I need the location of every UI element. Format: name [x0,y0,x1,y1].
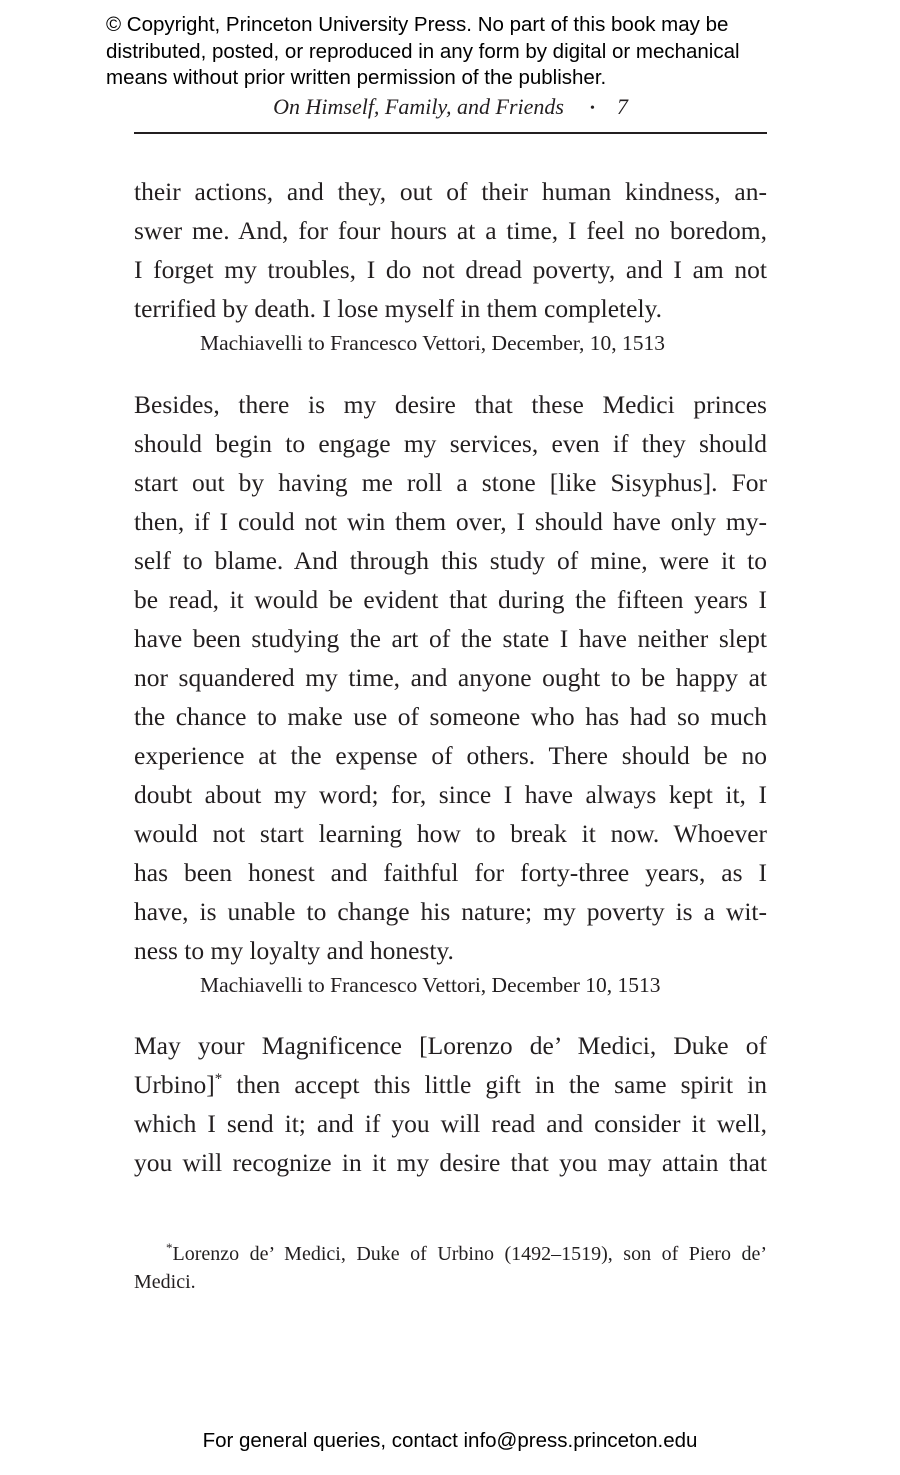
text-fragment: Urbino] [134,1070,215,1099]
text-line: you will recognize in it my desire that you may attain that [134,1148,767,1177]
text-line: their actions, and they, out of their human kindness, an- [134,177,767,206]
text-line: Besides, there is my desire that these Medici princes [134,390,767,419]
text-line: swer me. And, for four hours at a time, I feel no boredom, [134,216,767,245]
text-line: should begin to engage my services, even if they should [134,429,767,458]
text-line: would not start learning how to break it now. Whoever [134,819,767,848]
attribution: Machiavelli to Francesco Vettori, December 10, 1513 [200,973,661,997]
text-fragment: then accept this little gift in the same spirit in [222,1070,767,1099]
running-head [134,92,767,124]
text-line: ness to my loyalty and honesty. [134,936,454,965]
footnote [134,1240,767,1296]
page-number: 7 [616,94,628,119]
text-line [134,1065,767,1104]
attribution: Machiavelli to Francesco Vettori, December, 10, 1513 [200,331,666,355]
footnote-line: Medici. [134,1271,196,1293]
text-line: the chance to make use of someone who has had so much [134,702,767,731]
passage-3 [134,1026,767,1182]
copyright-line: means without prior written permission of the publisher. [106,66,607,89]
text-line: terrified by death. I lose myself in them completely. [134,294,663,323]
text-line: have, is unable to change his nature; my poverty is a wit- [134,897,767,926]
text-line: have been studying the art of the state I have neither slept [134,624,767,653]
contact-notice: For general queries, contact info@press.princeton.edu [202,1429,698,1452]
copyright-line: © Copyright, Princeton University Press. No part of this book may be [106,13,729,36]
footnote-text: Lorenzo de’ Medici, Duke of Urbino (1492–1519), son of Piero de’ [172,1243,767,1265]
header-rule [134,132,767,134]
footnote-marker: * [166,1240,173,1255]
text-line: self to blame. And through this study of mine, were it to [134,546,767,575]
running-head-title: On Himself, Family, and Friends [273,94,564,119]
passage-1 [134,172,767,358]
copyright-line: distributed, posted, or reproduced in any form by digital or mechanical [106,39,740,63]
text-line: then, if I could not win them over, I should have only my- [134,507,767,536]
text-line: be read, it would be evident that during the fifteen years I [134,585,767,614]
passage-2 [134,385,767,1000]
text-line: May your Magnificence [Lorenzo de’ Medici, Duke of [134,1031,767,1060]
text-line: doubt about my word; for, since I have always kept it, I [134,780,767,809]
text-line: experience at the expense of others. There should be no [134,741,767,770]
footnote-line [134,1240,767,1268]
footnote-reference[interactable]: * [214,1071,223,1087]
bullet-separator: • [589,101,595,116]
text-line: has been honest and faithful for forty-three years, as I [134,858,767,887]
text-line: which I send it; and if you will read and consider it well, [134,1109,767,1138]
text-line: nor squandered my time, and anyone ought to be happy at [134,663,767,692]
text-line: start out by having me roll a stone [like Sisyphus]. For [134,468,767,497]
text-line: I forget my troubles, I do not dread poverty, and I am not [134,255,767,284]
copyright-notice [106,12,866,92]
